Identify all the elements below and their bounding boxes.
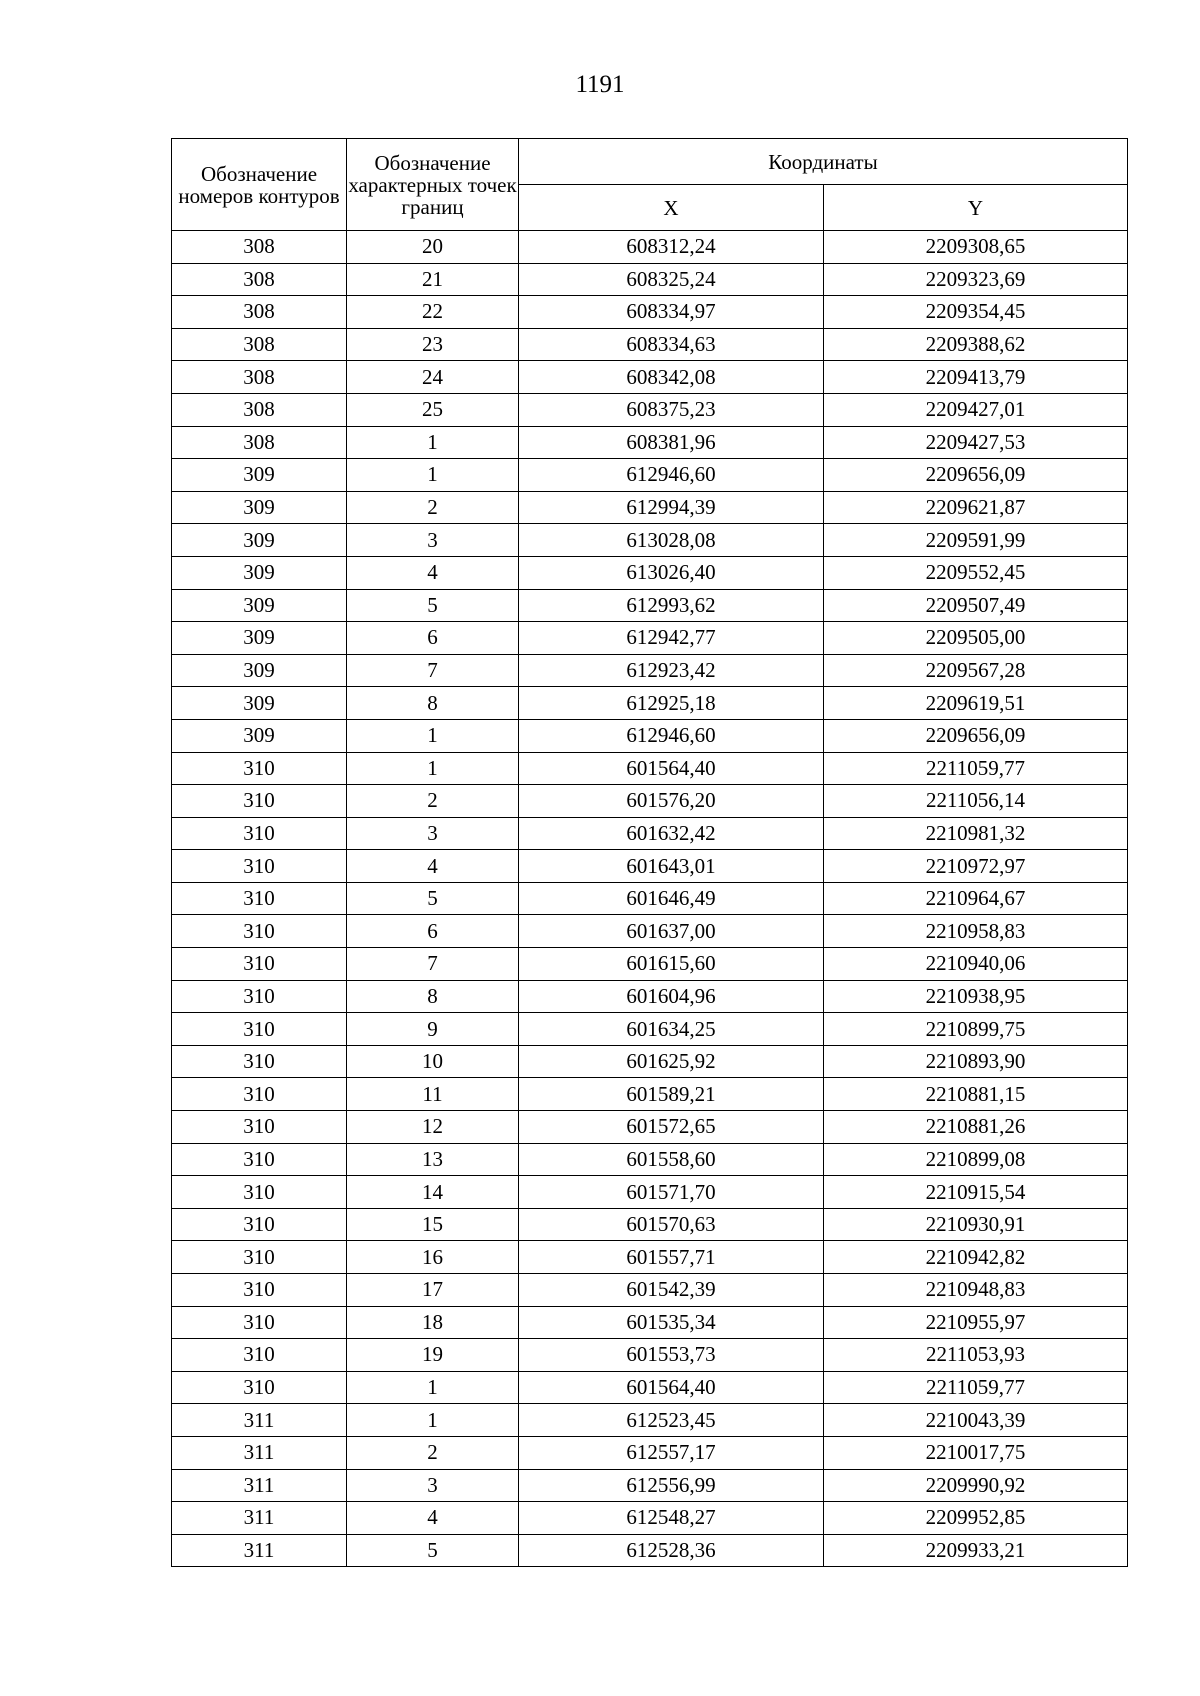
- x-cell: 608334,63: [519, 328, 824, 361]
- table-row: [172, 556, 1128, 589]
- y-cell: 2209413,79: [824, 361, 1128, 394]
- x-cell: 601564,40: [519, 1371, 824, 1404]
- contour-cell: 311: [172, 1502, 347, 1535]
- x-cell: 601572,65: [519, 1111, 824, 1144]
- x-cell: 612993,62: [519, 589, 824, 622]
- contour-cell: 310: [172, 1013, 347, 1046]
- point-cell: 3: [347, 524, 519, 557]
- point-cell: 3: [347, 1469, 519, 1502]
- point-cell: 1: [347, 426, 519, 459]
- table-row: [172, 785, 1128, 818]
- y-cell: 2209567,28: [824, 654, 1128, 687]
- table-row: [172, 426, 1128, 459]
- table-row: [172, 1371, 1128, 1404]
- x-cell: 612923,42: [519, 654, 824, 687]
- table-body: [172, 231, 1128, 1567]
- table-row: [172, 654, 1128, 687]
- x-cell: 601643,01: [519, 850, 824, 883]
- table-row: [172, 328, 1128, 361]
- table-row: [172, 361, 1128, 394]
- contour-cell: 310: [172, 1045, 347, 1078]
- contour-cell: 310: [172, 1208, 347, 1241]
- point-cell: 8: [347, 687, 519, 720]
- y-cell: 2209427,01: [824, 393, 1128, 426]
- point-cell: 1: [347, 752, 519, 785]
- point-cell: 22: [347, 296, 519, 329]
- x-cell: 608334,97: [519, 296, 824, 329]
- point-cell: 10: [347, 1045, 519, 1078]
- y-cell: 2210948,83: [824, 1274, 1128, 1307]
- x-cell: 601646,49: [519, 882, 824, 915]
- x-cell: 608342,08: [519, 361, 824, 394]
- y-cell: 2210955,97: [824, 1306, 1128, 1339]
- contour-cell: 310: [172, 1111, 347, 1144]
- y-cell: 2209388,62: [824, 328, 1128, 361]
- contour-cell: 310: [172, 817, 347, 850]
- header-coordinates: Координаты: [519, 139, 1128, 185]
- x-cell: 613028,08: [519, 524, 824, 557]
- contour-cell: 309: [172, 719, 347, 752]
- y-cell: 2210915,54: [824, 1176, 1128, 1209]
- table-row: [172, 622, 1128, 655]
- point-cell: 23: [347, 328, 519, 361]
- table-row: [172, 1176, 1128, 1209]
- point-cell: 8: [347, 980, 519, 1013]
- table-row: [172, 1111, 1128, 1144]
- y-cell: 2209591,99: [824, 524, 1128, 557]
- table-row: [172, 459, 1128, 492]
- y-cell: 2211053,93: [824, 1339, 1128, 1372]
- contour-cell: 310: [172, 1274, 347, 1307]
- table-row: [172, 1045, 1128, 1078]
- table-row: [172, 1502, 1128, 1535]
- y-cell: 2210964,67: [824, 882, 1128, 915]
- table-row: [172, 882, 1128, 915]
- contour-cell: 310: [172, 882, 347, 915]
- x-cell: 608375,23: [519, 393, 824, 426]
- table-row: [172, 524, 1128, 557]
- contour-cell: 310: [172, 1306, 347, 1339]
- x-cell: 612523,45: [519, 1404, 824, 1437]
- coordinates-table: [171, 138, 1128, 1567]
- y-cell: 2209505,00: [824, 622, 1128, 655]
- y-cell: 2209507,49: [824, 589, 1128, 622]
- x-cell: 612942,77: [519, 622, 824, 655]
- point-cell: 4: [347, 1502, 519, 1535]
- contour-cell: 309: [172, 687, 347, 720]
- y-cell: 2209427,53: [824, 426, 1128, 459]
- point-cell: 18: [347, 1306, 519, 1339]
- contour-cell: 310: [172, 850, 347, 883]
- y-cell: 2210942,82: [824, 1241, 1128, 1274]
- y-cell: 2210881,26: [824, 1111, 1128, 1144]
- point-cell: 7: [347, 948, 519, 981]
- x-cell: 612946,60: [519, 719, 824, 752]
- point-cell: 5: [347, 589, 519, 622]
- table-row: [172, 1469, 1128, 1502]
- x-cell: 612528,36: [519, 1534, 824, 1567]
- contour-cell: 310: [172, 1241, 347, 1274]
- table-row: [172, 850, 1128, 883]
- contour-cell: 310: [172, 980, 347, 1013]
- x-cell: 601604,96: [519, 980, 824, 1013]
- point-cell: 4: [347, 556, 519, 589]
- y-cell: 2210940,06: [824, 948, 1128, 981]
- y-cell: 2210893,90: [824, 1045, 1128, 1078]
- table-row: [172, 1013, 1128, 1046]
- y-cell: 2209552,45: [824, 556, 1128, 589]
- table-row: [172, 1208, 1128, 1241]
- contour-cell: 309: [172, 622, 347, 655]
- table-row: [172, 1339, 1128, 1372]
- table-row: [172, 980, 1128, 1013]
- y-cell: 2210958,83: [824, 915, 1128, 948]
- table-row: [172, 1404, 1128, 1437]
- y-cell: 2210043,39: [824, 1404, 1128, 1437]
- x-cell: 608325,24: [519, 263, 824, 296]
- y-cell: 2209990,92: [824, 1469, 1128, 1502]
- contour-cell: 310: [172, 785, 347, 818]
- point-cell: 2: [347, 785, 519, 818]
- table-row: [172, 687, 1128, 720]
- y-cell: 2210981,32: [824, 817, 1128, 850]
- point-cell: 6: [347, 622, 519, 655]
- y-cell: 2211059,77: [824, 752, 1128, 785]
- table-row: [172, 752, 1128, 785]
- table-row: [172, 231, 1128, 264]
- x-cell: 601564,40: [519, 752, 824, 785]
- point-cell: 11: [347, 1078, 519, 1111]
- point-cell: 19: [347, 1339, 519, 1372]
- y-cell: 2209952,85: [824, 1502, 1128, 1535]
- contour-cell: 308: [172, 231, 347, 264]
- table-row: [172, 1274, 1128, 1307]
- point-cell: 15: [347, 1208, 519, 1241]
- point-cell: 4: [347, 850, 519, 883]
- point-cell: 5: [347, 1534, 519, 1567]
- table-row: [172, 1143, 1128, 1176]
- contour-cell: 308: [172, 361, 347, 394]
- x-cell: 601557,71: [519, 1241, 824, 1274]
- table-row: [172, 1078, 1128, 1111]
- y-cell: 2209323,69: [824, 263, 1128, 296]
- contour-cell: 311: [172, 1469, 347, 1502]
- page-number: 1191: [575, 71, 625, 98]
- point-cell: 13: [347, 1143, 519, 1176]
- contour-cell: 309: [172, 589, 347, 622]
- point-cell: 2: [347, 491, 519, 524]
- point-cell: 1: [347, 459, 519, 492]
- table-row: [172, 719, 1128, 752]
- x-cell: 601535,34: [519, 1306, 824, 1339]
- table-row: [172, 589, 1128, 622]
- x-cell: 608381,96: [519, 426, 824, 459]
- point-cell: 12: [347, 1111, 519, 1144]
- y-cell: 2210938,95: [824, 980, 1128, 1013]
- y-cell: 2210899,75: [824, 1013, 1128, 1046]
- point-cell: 2: [347, 1436, 519, 1469]
- point-cell: 9: [347, 1013, 519, 1046]
- y-cell: 2209933,21: [824, 1534, 1128, 1567]
- table-header: [172, 139, 1128, 231]
- y-cell: 2209619,51: [824, 687, 1128, 720]
- x-cell: 612556,99: [519, 1469, 824, 1502]
- table-row: [172, 817, 1128, 850]
- contour-cell: 310: [172, 948, 347, 981]
- table-row: [172, 915, 1128, 948]
- contour-cell: 308: [172, 393, 347, 426]
- header-boundary-points: Обозначение характерных точек границ: [347, 139, 519, 231]
- contour-cell: 308: [172, 296, 347, 329]
- y-cell: 2210017,75: [824, 1436, 1128, 1469]
- x-cell: 601632,42: [519, 817, 824, 850]
- contour-cell: 310: [172, 1143, 347, 1176]
- contour-cell: 311: [172, 1404, 347, 1437]
- header-x: X: [519, 185, 824, 231]
- x-cell: 601634,25: [519, 1013, 824, 1046]
- y-cell: 2210899,08: [824, 1143, 1128, 1176]
- contour-cell: 310: [172, 915, 347, 948]
- contour-cell: 310: [172, 1078, 347, 1111]
- x-cell: 612925,18: [519, 687, 824, 720]
- point-cell: 14: [347, 1176, 519, 1209]
- x-cell: 613026,40: [519, 556, 824, 589]
- table-row: [172, 1534, 1128, 1567]
- y-cell: 2211059,77: [824, 1371, 1128, 1404]
- contour-cell: 310: [172, 1371, 347, 1404]
- contour-cell: 309: [172, 654, 347, 687]
- point-cell: 20: [347, 231, 519, 264]
- contour-cell: 311: [172, 1534, 347, 1567]
- contour-cell: 310: [172, 1339, 347, 1372]
- point-cell: 21: [347, 263, 519, 296]
- x-cell: 601558,60: [519, 1143, 824, 1176]
- contour-cell: 309: [172, 491, 347, 524]
- y-cell: 2209656,09: [824, 719, 1128, 752]
- x-cell: 601571,70: [519, 1176, 824, 1209]
- x-cell: 612548,27: [519, 1502, 824, 1535]
- contour-cell: 310: [172, 1176, 347, 1209]
- point-cell: 1: [347, 719, 519, 752]
- y-cell: 2211056,14: [824, 785, 1128, 818]
- table-row: [172, 1306, 1128, 1339]
- contour-cell: 311: [172, 1436, 347, 1469]
- header-y: Y: [824, 185, 1128, 231]
- x-cell: 601553,73: [519, 1339, 824, 1372]
- point-cell: 1: [347, 1371, 519, 1404]
- y-cell: 2209621,87: [824, 491, 1128, 524]
- table-row: [172, 1436, 1128, 1469]
- point-cell: 1: [347, 1404, 519, 1437]
- x-cell: 612557,17: [519, 1436, 824, 1469]
- contour-cell: 308: [172, 328, 347, 361]
- point-cell: 7: [347, 654, 519, 687]
- contour-cell: 309: [172, 524, 347, 557]
- contour-cell: 308: [172, 263, 347, 296]
- point-cell: 16: [347, 1241, 519, 1274]
- y-cell: 2210972,97: [824, 850, 1128, 883]
- contour-cell: 309: [172, 459, 347, 492]
- point-cell: 25: [347, 393, 519, 426]
- x-cell: 601625,92: [519, 1045, 824, 1078]
- table-row: [172, 1241, 1128, 1274]
- x-cell: 601576,20: [519, 785, 824, 818]
- x-cell: 601542,39: [519, 1274, 824, 1307]
- y-cell: 2209308,65: [824, 231, 1128, 264]
- y-cell: 2209656,09: [824, 459, 1128, 492]
- header-contour-numbers: Обозначение номеров контуров: [172, 139, 347, 231]
- point-cell: 5: [347, 882, 519, 915]
- x-cell: 601570,63: [519, 1208, 824, 1241]
- x-cell: 608312,24: [519, 231, 824, 264]
- x-cell: 601615,60: [519, 948, 824, 981]
- y-cell: 2209354,45: [824, 296, 1128, 329]
- table-row: [172, 491, 1128, 524]
- contour-cell: 308: [172, 426, 347, 459]
- contour-cell: 309: [172, 556, 347, 589]
- contour-cell: 310: [172, 752, 347, 785]
- table-row: [172, 948, 1128, 981]
- x-cell: 612994,39: [519, 491, 824, 524]
- point-cell: 24: [347, 361, 519, 394]
- x-cell: 601589,21: [519, 1078, 824, 1111]
- point-cell: 6: [347, 915, 519, 948]
- table-row: [172, 296, 1128, 329]
- table-row: [172, 263, 1128, 296]
- x-cell: 612946,60: [519, 459, 824, 492]
- point-cell: 17: [347, 1274, 519, 1307]
- y-cell: 2210881,15: [824, 1078, 1128, 1111]
- table-row: [172, 393, 1128, 426]
- y-cell: 2210930,91: [824, 1208, 1128, 1241]
- point-cell: 3: [347, 817, 519, 850]
- x-cell: 601637,00: [519, 915, 824, 948]
